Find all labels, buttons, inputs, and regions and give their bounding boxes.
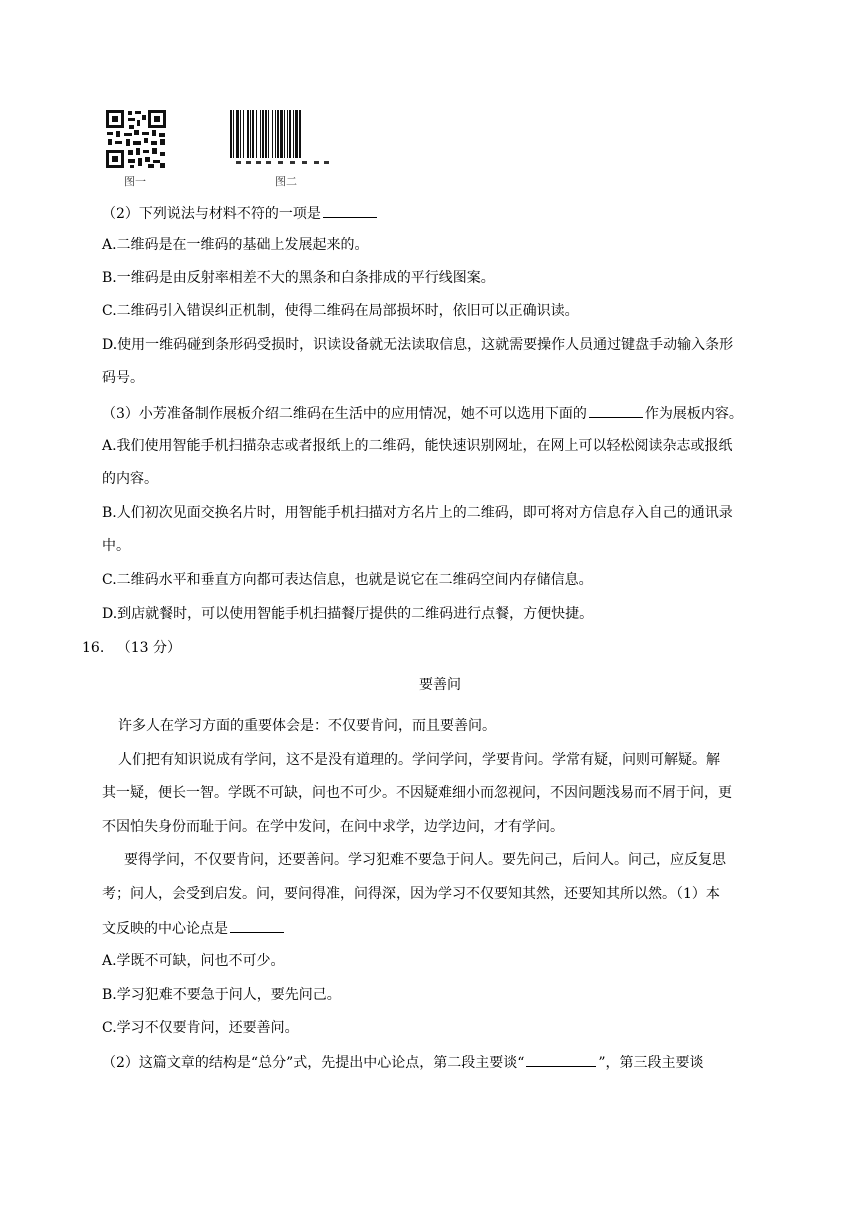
question-3-text-end: 作为展板内容。	[644, 406, 743, 422]
question-3-stem	[102, 403, 743, 424]
answer-blank[interactable]	[589, 403, 643, 418]
option-d-line-1: D.使用一维码碰到条形码受损时，识读设备就无法读取信息，这就需要操作人员通过键盘手动输入条形	[102, 337, 734, 353]
paragraph-1: 许多人在学习方面的重要体会是：不仅要肯问，而且要善问。	[118, 718, 496, 734]
option-d-line-2: 码号。	[102, 370, 144, 386]
option-b: B.学习犯难不要急于问人，要先问己。	[102, 987, 341, 1003]
question-score: （13 分）	[116, 640, 181, 656]
question-16-header	[82, 638, 181, 658]
qr-code-image	[104, 108, 168, 170]
barcode-image	[226, 108, 340, 168]
paragraph-3-line-3	[102, 918, 286, 939]
paragraph-3-line-1: 要得学问，不仅要肯问，还要善问。学习犯难不要急于问人。要先问己，后问人。问己，应反复思	[124, 852, 726, 868]
option-a-line-1: A.我们使用智能手机扫描杂志或者报纸上的二维码，能快速识别网址，在网上可以轻松阅读杂志或报纸	[102, 438, 733, 454]
option-d: D.到店就餐时，可以使用智能手机扫描餐厅提供的二维码进行点餐，方便快捷。	[102, 606, 594, 622]
answer-blank[interactable]	[230, 918, 284, 933]
option-c: C.二维码水平和垂直方向都可表达信息，也就是说它在二维码空间内存储信息。	[102, 572, 593, 588]
option-a-line-2: 的内容。	[102, 471, 158, 487]
article-title: 要善问	[419, 677, 461, 693]
option-b-line-1: B.人们初次见面交换名片时，用智能手机扫描对方名片上的二维码，即可将对方信息存入自己的通讯录	[102, 505, 733, 521]
option-c: C.二维码引入错误纠正机制，使得二维码在局部损坏时，依旧可以正确识读。	[102, 303, 579, 319]
option-a: A.二维码是在一维码的基础上发展起来的。	[102, 237, 369, 253]
figure-1-caption: 图一	[124, 175, 146, 188]
option-b-line-2: 中。	[102, 538, 130, 554]
paragraph-3-line-2: 考；问人，会受到启发。问，要问得准，问得深，因为学习不仅要知其然，还要知其所以然。（1）本	[102, 886, 720, 902]
central-thesis-question: 文反映的中心论点是	[102, 921, 228, 937]
structure-question	[102, 1052, 704, 1073]
option-c: C.学习不仅要肯问，还要善问。	[102, 1020, 299, 1036]
question-2-text: （2）下列说法与材料不符的一项是	[102, 206, 321, 222]
figure-2-caption: 图二	[275, 175, 297, 188]
paragraph-2-line-1: 人们把有知识说成有学问，这不是没有道理的。学问学问，学要肯问。学常有疑，问则可解疑。解	[118, 752, 720, 768]
answer-blank[interactable]	[526, 1052, 596, 1067]
paragraph-2-line-2: 其一疑，便长一智。学既不可缺，问也不可少。不因疑难细小而忽视问，不因问题浅易而不屑于问，更	[102, 785, 732, 801]
structure-question-text-end: ”，第三段主要谈	[598, 1055, 704, 1071]
paragraph-2-line-3: 不因怕失身份而耻于问。在学中发问，在问中求学，边学边问，才有学问。	[102, 819, 564, 835]
answer-blank[interactable]	[323, 203, 377, 218]
option-a: A.学既不可缺，问也不可少。	[102, 953, 285, 969]
option-b: B.一维码是由反射率相差不大的黑条和白条排成的平行线图案。	[102, 270, 495, 286]
structure-question-text: （2）这篇文章的结构是“总分”式，先提出中心论点，第二段主要谈“	[102, 1055, 525, 1071]
question-3-text: （3）小芳准备制作展板介绍二维码在生活中的应用情况，她不可以选用下面的	[102, 406, 587, 422]
question-number: 16.	[82, 640, 105, 656]
question-2-stem	[102, 203, 379, 224]
